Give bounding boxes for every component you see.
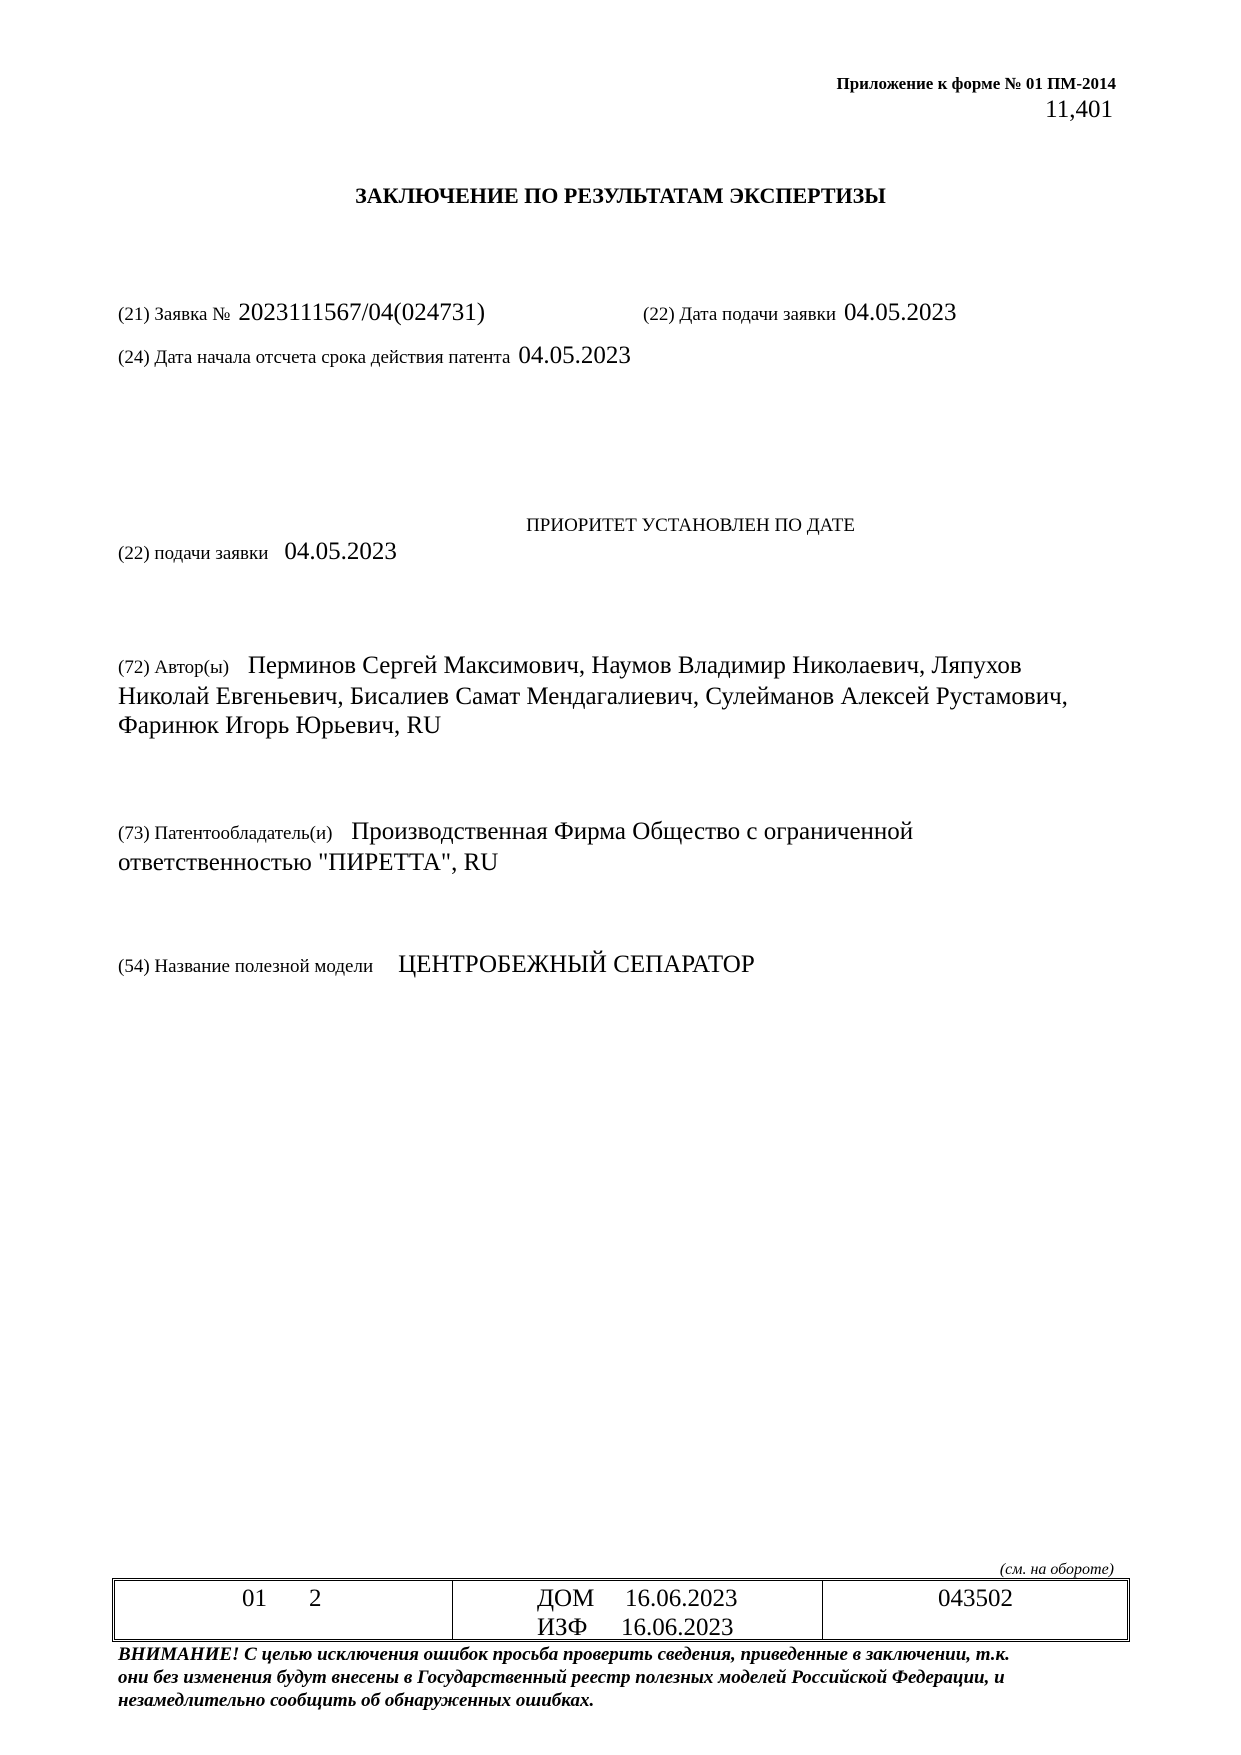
code-a: 01 xyxy=(242,1585,267,1612)
codes-cell xyxy=(115,1581,453,1639)
priority-heading: ПРИОРИТЕТ УСТАНОВЛЕН ПО ДАТЕ xyxy=(526,515,855,536)
patent-term-start-label: (24) Дата начала отсчета срока действия патента xyxy=(118,347,511,368)
notice-line-2: они без изменения будут внесены в Государственный реестр полезных моделей Российской Федерации, и xyxy=(118,1667,1005,1688)
izf-label: ИЗФ xyxy=(537,1614,588,1641)
holder-line-1 xyxy=(118,817,1118,848)
form-appendix-label: Приложение к форме № 01 ПМ-2014 xyxy=(836,74,1116,93)
holder-text-1: Производственная Фирма Общество с ограниченной xyxy=(351,818,914,845)
dom-label: ДОМ xyxy=(537,1585,595,1612)
holder-label: (73) Патентообладатель(и) xyxy=(118,823,333,844)
priority-row xyxy=(118,538,397,566)
holder-line-2: ответственностью "ПИРЕТТА", RU xyxy=(118,849,499,876)
izf-date: 16.06.2023 xyxy=(621,1614,734,1641)
registry-codes-table xyxy=(112,1578,1130,1642)
authors-label: (72) Автор(ы) xyxy=(118,657,230,678)
filing-date-row xyxy=(643,299,957,327)
form-code: 11,401 xyxy=(1045,96,1113,123)
patent-holder-section xyxy=(118,817,1118,877)
authors-section xyxy=(118,651,1118,740)
authors-text-1: Перминов Сергей Максимович, Наумов Владимир Николаевич, Ляпухов xyxy=(247,652,1022,679)
filing-date: 04.05.2023 xyxy=(844,299,957,326)
dom-date: 16.06.2023 xyxy=(625,1585,738,1612)
model-label: (54) Название полезной модели xyxy=(118,956,374,977)
code-b: 2 xyxy=(309,1585,322,1612)
see-back-note: (см. на обороте) xyxy=(999,1561,1114,1578)
application-number-row xyxy=(118,299,485,327)
number-cell xyxy=(823,1581,1127,1639)
registry-number: 043502 xyxy=(938,1585,1013,1612)
notice-line-3: незамедлительно сообщить об обнаруженных ошибках. xyxy=(118,1690,595,1711)
utility-model-section xyxy=(118,950,1118,981)
filing-date-label: (22) Дата подачи заявки xyxy=(643,304,837,325)
priority-date: 04.05.2023 xyxy=(284,538,397,565)
attention-notice xyxy=(118,1643,1126,1712)
authors-line-3: Фаринюк Игорь Юрьевич, RU xyxy=(118,712,442,739)
authors-line-2: Николай Евгеньевич, Бисалиев Самат Мендагалиевич, Сулейманов Алексей Рустамович, xyxy=(118,683,1068,710)
notice-line-1: ВНИМАНИЕ! С целью исключения ошибок просьба проверить сведения, приведенные в заключении, т.к. xyxy=(118,1644,1010,1665)
application-number-label: (21) Заявка № xyxy=(118,304,231,325)
dates-cell xyxy=(453,1581,823,1639)
page-title: ЗАКЛЮЧЕНИЕ ПО РЕЗУЛЬТАТАМ ЭКСПЕРТИЗЫ xyxy=(355,183,886,208)
patent-term-start-row xyxy=(118,342,631,370)
patent-term-start-date: 04.05.2023 xyxy=(518,342,631,369)
priority-label: (22) подачи заявки xyxy=(118,543,269,564)
application-number: 2023111567/04(024731) xyxy=(238,299,486,326)
model-name: ЦЕНТРОБЕЖНЫЙ СЕПАРАТОР xyxy=(398,951,755,978)
authors-line-1 xyxy=(118,651,1118,682)
